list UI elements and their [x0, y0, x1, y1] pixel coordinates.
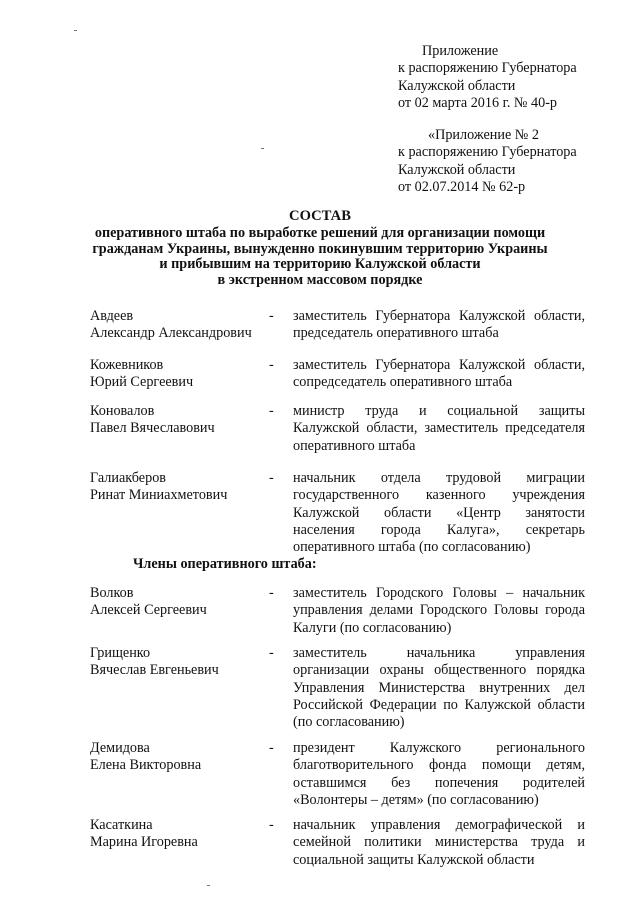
document-title: СОСТАВ — [289, 208, 351, 224]
appendix-line: Калужской области — [398, 77, 516, 94]
person-surname: Касаткина — [90, 817, 153, 833]
person-name — [90, 403, 270, 438]
separator-dash: - — [269, 308, 274, 324]
appendix-line: от 02 марта 2016 г. № 40-р — [398, 95, 558, 112]
subtitle-line: гражданам Украины, вынужденно покинувшим территорию Украины — [92, 240, 548, 257]
person-given-names: Юрий Сергеевич — [90, 374, 194, 391]
person-name — [90, 470, 270, 505]
separator-dash: - — [269, 740, 274, 756]
person-surname: Демидова — [90, 740, 150, 756]
separator-dash: - — [269, 585, 274, 601]
scan-speck — [261, 148, 264, 149]
person-name — [90, 645, 270, 680]
subtitle-line: оперативного штаба по выработке решений для организации помощи — [94, 225, 546, 241]
person-role: начальник отдела трудовой миграции государственного казенного учреждения Калужской области «Центр занятости населения города Калуга», секретарь оперативного штаба (по согласованию) — [293, 470, 585, 556]
person-role: начальник управления демографической и семейной политики министерства труда и социальной защиты Калужской области — [293, 817, 585, 868]
appendix-line: к распоряжению Губернатора — [398, 144, 577, 161]
members-heading: Члены оперативного штаба: — [133, 556, 317, 572]
appendix-heading: «Приложение № 2 — [428, 127, 539, 143]
separator-dash: - — [269, 645, 274, 661]
appendix-block-previous — [398, 127, 628, 197]
person-given-names: Павел Вячеславович — [90, 420, 215, 437]
person-name — [90, 740, 270, 775]
person-surname: Коновалов — [90, 403, 155, 419]
document-subtitle — [60, 226, 580, 288]
separator-dash: - — [269, 817, 274, 833]
appendix-line: Калужской области — [398, 161, 516, 178]
appendix-line: от 02.07.2014 № 62-р — [398, 179, 526, 196]
person-given-names: Ринат Миниахметович — [90, 487, 228, 504]
person-surname: Авдеев — [90, 308, 134, 324]
person-surname: Кожевников — [90, 357, 164, 373]
person-surname: Галиакберов — [90, 470, 166, 486]
person-given-names: Елена Викторовна — [90, 757, 202, 774]
scan-speck — [207, 885, 210, 886]
person-given-names: Марина Игоревна — [90, 834, 198, 851]
person-surname: Волков — [90, 585, 134, 601]
person-name — [90, 585, 270, 620]
person-role: заместитель Городского Головы – начальник управления делами Городского Головы города Калуги (по согласованию) — [293, 585, 585, 636]
person-given-names: Алексей Сергеевич — [90, 602, 207, 619]
appendix-heading: Приложение — [422, 43, 499, 59]
person-name — [90, 308, 270, 343]
separator-dash: - — [269, 403, 274, 419]
scan-speck — [74, 30, 77, 31]
person-role: президент Калужского регионального благотворительного фонда помощи детям, оставшимся без попечения родителей «Волонтеры – детям» (по согласованию) — [293, 740, 585, 808]
subtitle-line: в экстренном массовом порядке — [217, 271, 423, 288]
person-name — [90, 817, 270, 852]
person-given-names: Александр Александрович — [90, 325, 252, 342]
person-role: заместитель Губернатора Калужской области, сопредседатель оперативного штаба — [293, 357, 585, 391]
appendix-block-current — [398, 43, 628, 113]
subtitle-line: и прибывшим на территорию Калужской области — [159, 256, 481, 272]
person-given-names: Вячеслав Евгеньевич — [90, 662, 219, 679]
person-role: заместитель начальника управления организации охраны общественного порядка Управления Министерства внутренних дел Российской Федерации по Калужской области (по согласованию) — [293, 645, 585, 731]
appendix-line: к распоряжению Губернатора — [398, 60, 577, 77]
separator-dash: - — [269, 357, 274, 373]
person-role: заместитель Губернатора Калужской области, председатель оперативного штаба — [293, 308, 585, 342]
person-surname: Грищенко — [90, 645, 151, 661]
person-name — [90, 357, 270, 392]
separator-dash: - — [269, 470, 274, 486]
person-role: министр труда и социальной защиты Калужской области, заместитель председателя оперативного штаба — [293, 403, 585, 454]
